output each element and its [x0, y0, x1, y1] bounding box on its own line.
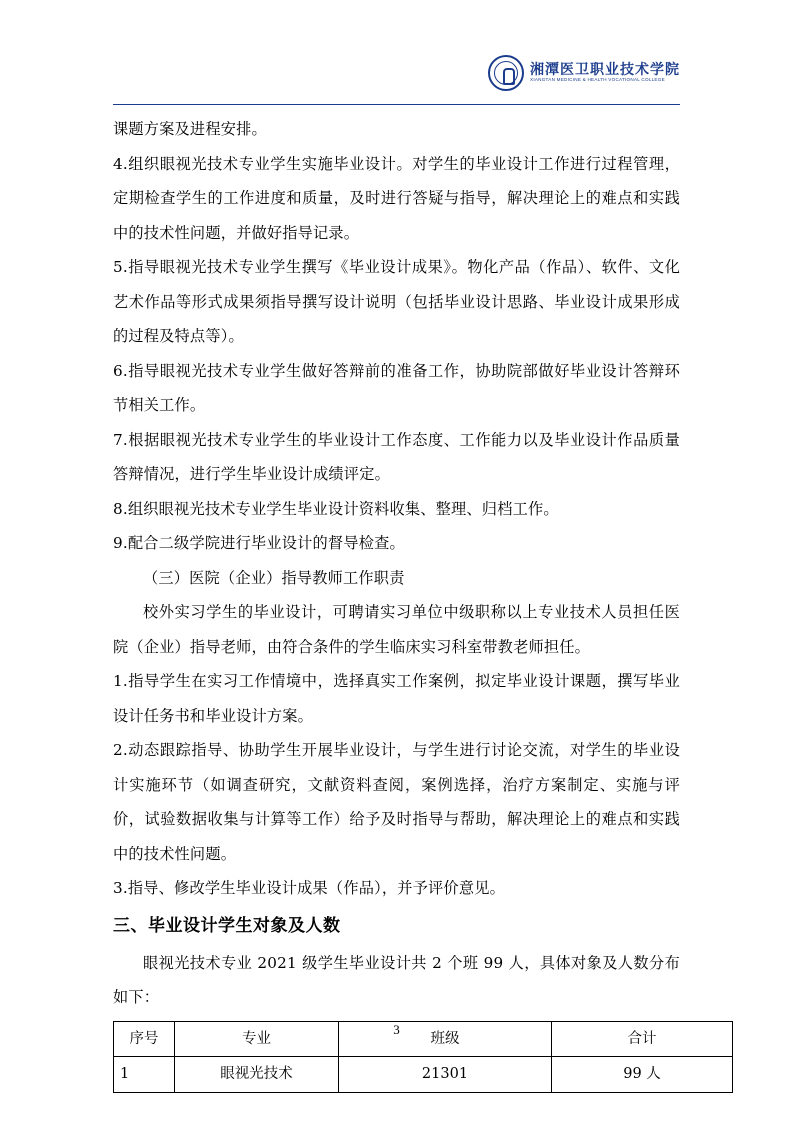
table-header-cell-no: 序号 — [114, 1021, 175, 1057]
paragraph-after-heading: 眼视光技术专业 2021 级学生毕业设计共 2 个班 99 人，具体对象及人数分布如下： — [113, 953, 680, 1006]
paragraph-10: 2.动态跟踪指导、协助学生开展毕业设计，与学生进行讨论交流，对学生的毕业设计实施环节（如调查研究，文献资料查阅，案例选择，治疗方案制定、实施与评价，试验数据收集与计算等工作）给予及时指导与帮助，解决理论上的难点和实践中的技术性问题。 — [113, 741, 680, 863]
college-logo-text — [530, 63, 680, 83]
document-body — [113, 112, 680, 1093]
table-header-cell-total: 合计 — [552, 1021, 733, 1057]
table-cell-class: 21301 — [339, 1057, 552, 1093]
paragraph-0: 课题方案及进程安排。 — [113, 120, 267, 138]
paragraph-4: 7.根据眼视光技术专业学生的毕业设计工作态度、工作能力以及毕业设计作品质量答辩情况，进行学生毕业设计成绩评定。 — [113, 430, 680, 483]
college-name-cn: 湘潭医卫职业技术学院 — [530, 62, 680, 79]
header-divider — [113, 104, 680, 105]
paragraph-9: 1.指导学生在实习工作情境中，选择真实工作案例，拟定毕业设计课题，撰写毕业设计任务书和毕业设计方案。 — [113, 672, 680, 725]
table-row — [114, 1057, 733, 1093]
paragraph-3: 6.指导眼视光技术专业学生做好答辩前的准备工作，协助院部做好毕业设计答辩环节相关工作。 — [113, 361, 680, 414]
paragraph-6: 9.配合二级学院进行毕业设计的督导检查。 — [113, 534, 405, 552]
college-name-en: XIANGTAN MEDICINE & HEALTH VOCATIONAL COLLEGE — [530, 76, 665, 83]
table-cell-no: 1 — [114, 1057, 175, 1093]
page-number: 3 — [393, 1022, 400, 1037]
table-cell-major: 眼视光技术 — [175, 1057, 339, 1093]
page-header — [113, 55, 680, 105]
paragraph-2: 5.指导眼视光技术专业学生撰写《毕业设计成果》。物化产品（作品）、软件、文化艺术作品等形式成果须指导撰写设计说明（包括毕业设计思路、毕业设计成果形成的过程及特点等）。 — [113, 258, 680, 345]
section-heading: 三、毕业设计学生对象及人数 — [113, 915, 341, 936]
college-logo — [488, 55, 680, 91]
paragraph-8: 校外实习学生的毕业设计，可聘请实习单位中级职称以上专业技术人员担任医院（企业）指导老师，由符合条件的学生临床实习科室带教老师担任。 — [113, 603, 680, 656]
table-header-cell-class: 班级 — [339, 1021, 552, 1057]
paragraph-1: 4.组织眼视光技术专业学生实施毕业设计。对学生的毕业设计工作进行过程管理，定期检查学生的工作进度和质量，及时进行答疑与指导，解决理论上的难点和实践中的技术性问题，并做好指导记录。 — [113, 154, 680, 242]
paragraph-7-subsection-title: （三）医院（企业）指导教师工作职责 — [143, 568, 405, 587]
paragraph-5: 8.组织眼视光技术专业学生毕业设计资料收集、整理、归档工作。 — [113, 499, 559, 518]
table-header-cell-major: 专业 — [175, 1021, 339, 1057]
paragraph-11: 3.指导、修改学生毕业设计成果（作品），并予评价意见。 — [113, 879, 505, 897]
college-seal-icon — [488, 55, 524, 91]
table-cell-total: 99 人 — [552, 1057, 733, 1093]
